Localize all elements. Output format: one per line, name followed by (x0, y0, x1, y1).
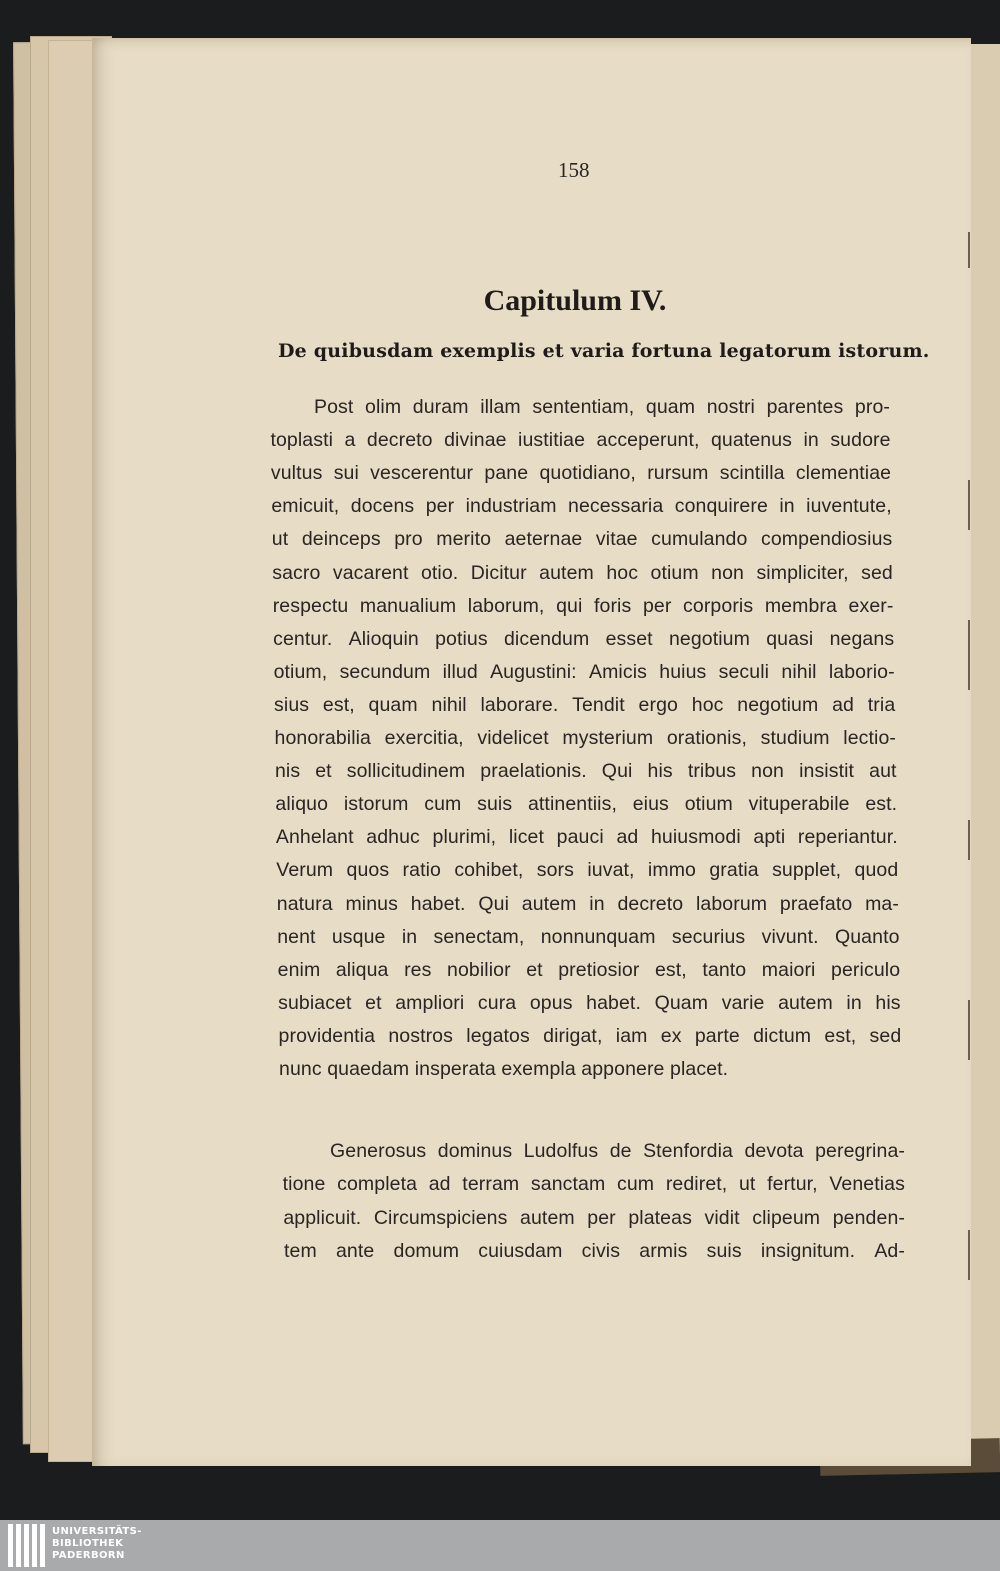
text-line: toplasti a decreto divinae iustitiae acceperunt, quatenus in sudore (270, 429, 891, 452)
text-line: otium, secundum illud Augustini: Amicis huius seculi nihil laborio- (273, 660, 895, 683)
library-logo-text: UNIVERSITÄTS- BIBLIOTHEK PADERBORN (52, 1526, 142, 1561)
chapter-title: Capitulum IV. (483, 284, 667, 317)
text-line: sius est, quam nihil laborare. Tendit ergo hoc negotium ad tria (274, 693, 896, 716)
library-logo-icon (8, 1524, 48, 1567)
text-line: nis et sollicitudinem praelationis. Qui his tribus non insistit aut (274, 760, 897, 783)
text-line: respectu manualium laborum, qui foris per corporis membra exer- (272, 594, 894, 617)
text-line: Post olim duram illam sententiam, quam nostri parentes pro- (314, 396, 890, 418)
text-line: emicuit, docens per industriam necessaria conquirere in iuventute, (271, 495, 892, 518)
text-line: aliquo istorum cum suis attinentiis, eius otium vituperabile est. (275, 793, 898, 816)
text-line: nunc quaedam insperata exempla apponere placet. (279, 1058, 729, 1080)
text-line: providentia nostros legatos dirigat, iam ex parte dictum est, sed (278, 1024, 902, 1047)
text-line: subiacet et ampliori cura opus habet. Quam varie autem in his (278, 991, 901, 1014)
text-line: applicuit. Circumspiciens autem per plateas vidit clipeum penden- (283, 1206, 905, 1229)
library-footer-bar (0, 1520, 1000, 1571)
text-line: vultus sui vescerentur pane quotidiano, rursum scintilla clementiae (270, 462, 892, 485)
text-line: honorabilia exercitia, videlicet mysterium orationis, studium lectio- (274, 727, 896, 749)
page-number: 158 (558, 158, 590, 182)
text-line: ut deinceps pro merito aeternae vitae cumulando compendiosius (271, 528, 893, 551)
text-line: tem ante domum cuiusdam civis armis suis insignitum. Ad- (284, 1239, 905, 1262)
text-line: Generosus dominus Ludolfus de Stenfordia devota peregrina- (330, 1140, 905, 1162)
book-spine-edge (966, 44, 1000, 1464)
text-line: Anhelant adhuc plurimi, licet pauci ad huiusmodi apti reperiantur. (275, 826, 898, 849)
text-line: centur. Alioquin potius dicendum esset negotium quasi negans (273, 627, 895, 650)
text-line: nent usque in senectam, nonnunquam securius vivunt. Quanto (277, 925, 900, 948)
text-line: sacro vacarent otio. Dicitur autem hoc otium non simpliciter, sed (272, 561, 893, 584)
text-line: tione completa ad terram sanctam cum rediret, ut fertur, Venetias (282, 1173, 905, 1196)
text-line: Verum quos ratio cohibet, sors iuvat, immo gratia supplet, quod (276, 859, 899, 882)
text-line: natura minus habet. Qui autem in decreto laborum praefato ma- (276, 892, 899, 915)
text-line: enim aliqua res nobilior et pretiosior est, tanto maiori periculo (277, 958, 901, 981)
chapter-subtitle: De quibusdam exemplis et varia fortuna legatorum istorum. (278, 340, 930, 362)
